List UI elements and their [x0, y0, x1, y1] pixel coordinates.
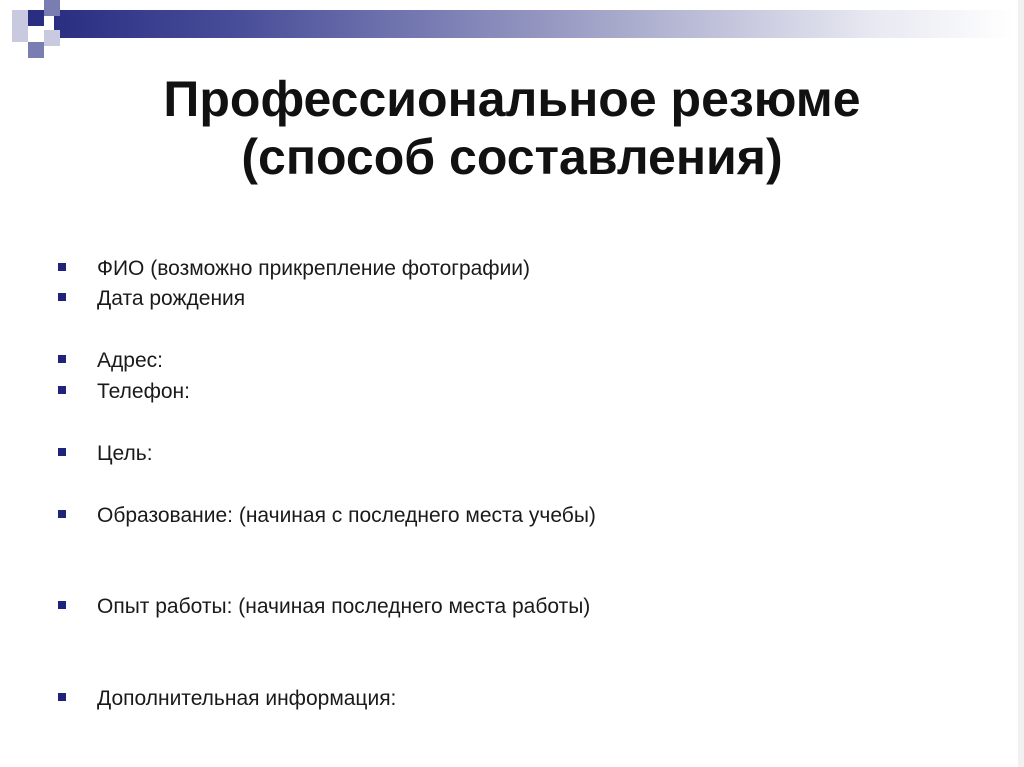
bullet-text: Телефон: [97, 380, 190, 403]
bullet-item-phone [58, 379, 190, 405]
bullet-item-address [58, 348, 163, 374]
bullet-text: Адрес: [97, 349, 163, 372]
deco-square [44, 0, 60, 16]
square-bullet-icon [58, 386, 66, 394]
square-bullet-icon [58, 448, 66, 456]
bullet-text: Дата рождения [97, 287, 246, 310]
bullet-item-education [58, 503, 596, 529]
deco-square [28, 10, 44, 26]
bullet-item-goal [58, 441, 153, 467]
header-gradient-bar [54, 10, 1014, 38]
slide-title [80, 70, 944, 186]
deco-square [28, 42, 44, 58]
title-line-1: Профессиональное резюме [163, 71, 861, 127]
square-bullet-icon [58, 601, 66, 609]
square-bullet-icon [58, 355, 66, 363]
square-bullet-icon [58, 293, 66, 301]
square-bullet-icon [58, 510, 66, 518]
deco-square [12, 10, 28, 26]
bullet-text: Дополнительная информация: [97, 687, 397, 710]
slide-edge [1018, 0, 1024, 767]
bullet-item-fio [58, 256, 530, 282]
title-line-2: (способ составления) [241, 129, 783, 185]
bullet-item-additional-info [58, 686, 396, 712]
bullet-text: Образование: (начиная с последнего места учебы) [97, 504, 596, 527]
bullet-text: Опыт работы: (начиная последнего места работы) [97, 595, 591, 618]
bullet-text: ФИО (возможно прикрепление фотографии) [97, 257, 531, 280]
bullet-item-birthdate [58, 286, 245, 312]
bullet-text: Цель: [97, 442, 153, 465]
deco-square [44, 30, 60, 46]
deco-square [12, 26, 28, 42]
square-bullet-icon [58, 693, 66, 701]
square-bullet-icon [58, 263, 66, 271]
bullet-item-experience [58, 594, 590, 620]
